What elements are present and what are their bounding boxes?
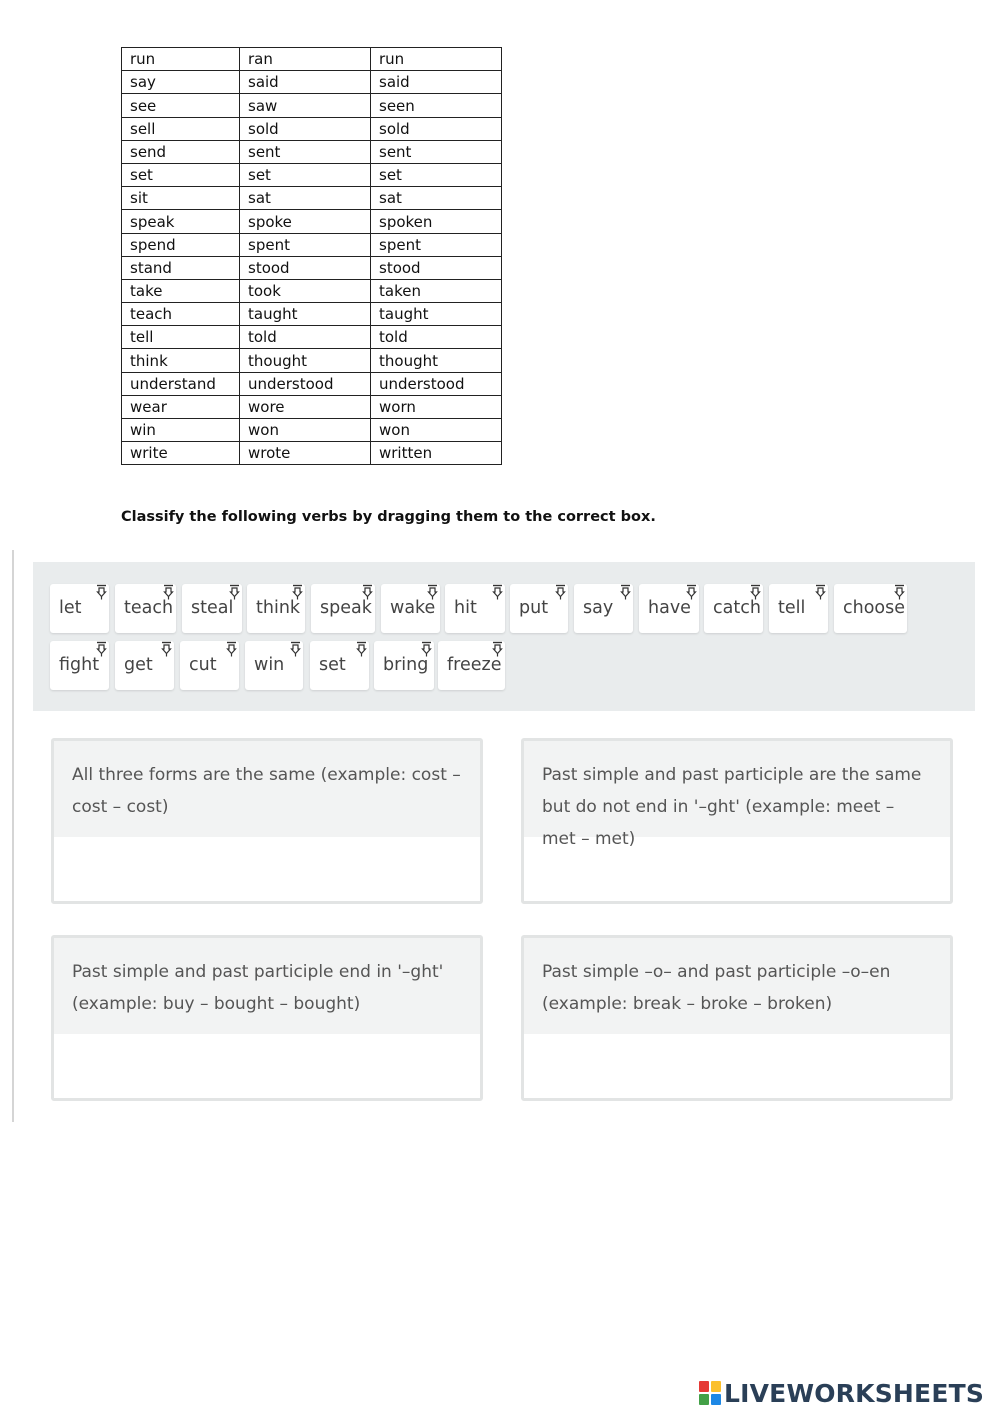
past-simple-cell: told [240, 326, 371, 349]
past-simple-cell: took [240, 279, 371, 302]
base-form-cell: sit [122, 187, 240, 210]
past-simple-cell: thought [240, 349, 371, 372]
word-chip-label: win [254, 655, 285, 675]
base-form-cell: stand [122, 256, 240, 279]
drop-area[interactable] [54, 837, 480, 901]
past-participle-cell: taught [371, 303, 502, 326]
verb-row [122, 442, 502, 465]
past-participle-cell: set [371, 163, 502, 186]
drag-handle-icon [161, 641, 172, 657]
drag-handle-icon [356, 641, 367, 657]
word-chip-label: bring [383, 655, 429, 675]
past-simple-cell: saw [240, 94, 371, 117]
word-chip-label: steal [191, 598, 234, 618]
word-chip-win[interactable] [245, 641, 303, 690]
drop-box-label: Past simple and past participle end in '–ght' (example: buy – bought – bought) [54, 938, 480, 1034]
past-participle-cell: spoken [371, 210, 502, 233]
drag-handle-icon [555, 584, 566, 600]
drag-handle-icon [894, 584, 905, 600]
base-form-cell: think [122, 349, 240, 372]
word-chip-speak[interactable] [311, 584, 375, 633]
word-chip-bring[interactable] [374, 641, 434, 690]
word-chip-tell[interactable] [769, 584, 828, 633]
word-chip-wake[interactable] [381, 584, 440, 633]
instruction-text: Classify the following verbs by dragging them to the correct box. [121, 509, 656, 525]
past-simple-cell: understood [240, 372, 371, 395]
word-chip-label: wake [390, 598, 436, 618]
drag-handle-icon [421, 641, 432, 657]
verb-row [122, 210, 502, 233]
drag-handle-icon [229, 584, 240, 600]
base-form-cell: take [122, 279, 240, 302]
verb-row [122, 256, 502, 279]
drag-handle-icon [96, 641, 107, 657]
drag-handle-icon [492, 641, 503, 657]
word-chip-label: get [124, 655, 153, 675]
past-simple-cell: stood [240, 256, 371, 279]
past-participle-cell: stood [371, 256, 502, 279]
word-chip-have[interactable] [639, 584, 699, 633]
past-participle-cell: sat [371, 187, 502, 210]
verb-row [122, 326, 502, 349]
word-chip-steal[interactable] [182, 584, 242, 633]
past-participle-cell: thought [371, 349, 502, 372]
word-chip-teach[interactable] [115, 584, 176, 633]
base-form-cell: set [122, 163, 240, 186]
past-participle-cell: won [371, 419, 502, 442]
base-form-cell: spend [122, 233, 240, 256]
word-chip-label: fight [59, 655, 100, 675]
word-chip-hit[interactable] [445, 584, 505, 633]
base-form-cell: sell [122, 117, 240, 140]
word-chip-label: think [256, 598, 301, 618]
drop-box-label: Past simple –o– and past participle –o–en (example: break – broke – broken) [524, 938, 950, 1034]
word-chip-cut[interactable] [180, 641, 239, 690]
word-chip-label: say [583, 598, 614, 618]
past-participle-cell: sold [371, 117, 502, 140]
drop-box-same-forms[interactable] [51, 738, 483, 904]
past-simple-cell: wore [240, 395, 371, 418]
verb-row [122, 349, 502, 372]
word-chip-label: speak [320, 598, 372, 618]
drag-handle-icon [292, 584, 303, 600]
past-participle-cell: run [371, 48, 502, 71]
word-chip-put[interactable] [510, 584, 568, 633]
word-chip-label: set [319, 655, 346, 675]
verb-row [122, 163, 502, 186]
base-form-cell: run [122, 48, 240, 71]
irregular-verbs-table [121, 47, 502, 465]
word-chip-label: teach [124, 598, 174, 618]
past-participle-cell: worn [371, 395, 502, 418]
word-chip-label: cut [189, 655, 217, 675]
past-simple-cell: won [240, 419, 371, 442]
past-simple-cell: wrote [240, 442, 371, 465]
word-chip-think[interactable] [247, 584, 305, 633]
verb-row [122, 419, 502, 442]
drop-area[interactable] [54, 1034, 480, 1098]
word-chip-fight[interactable] [50, 641, 109, 690]
past-participle-cell: understood [371, 372, 502, 395]
drag-handle-icon [492, 584, 503, 600]
drag-handle-icon [427, 584, 438, 600]
base-form-cell: teach [122, 303, 240, 326]
base-form-cell: send [122, 140, 240, 163]
word-chip-label: catch [713, 598, 761, 618]
verb-row [122, 140, 502, 163]
past-participle-cell: told [371, 326, 502, 349]
drop-box-o-oen[interactable] [521, 935, 953, 1101]
liveworksheets-logo [698, 1376, 984, 1410]
past-participle-cell: said [371, 71, 502, 94]
drag-handle-icon [226, 641, 237, 657]
word-chip-label: have [648, 598, 691, 618]
verb-row [122, 279, 502, 302]
drag-handle-icon [362, 584, 373, 600]
word-chip-label: let [59, 598, 82, 618]
word-chip-label: tell [778, 598, 806, 618]
drag-handle-icon [290, 641, 301, 657]
word-chip-let[interactable] [50, 584, 109, 633]
word-chip-label: freeze [447, 655, 502, 675]
word-chip-say[interactable] [574, 584, 633, 633]
word-chip-choose[interactable] [834, 584, 907, 633]
verb-row [122, 94, 502, 117]
drag-handle-icon [163, 584, 174, 600]
left-divider [12, 550, 14, 1122]
word-chip-freeze[interactable] [438, 641, 505, 690]
drop-box-label: All three forms are the same (example: cost – cost – cost) [54, 741, 480, 837]
base-form-cell: speak [122, 210, 240, 233]
past-participle-cell: written [371, 442, 502, 465]
base-form-cell: win [122, 419, 240, 442]
drag-handle-icon [815, 584, 826, 600]
word-chip-label: hit [454, 598, 477, 618]
past-simple-cell: set [240, 163, 371, 186]
verb-row [122, 48, 502, 71]
verb-row [122, 372, 502, 395]
base-form-cell: wear [122, 395, 240, 418]
past-participle-cell: taken [371, 279, 502, 302]
past-simple-cell: sold [240, 117, 371, 140]
base-form-cell: see [122, 94, 240, 117]
base-form-cell: write [122, 442, 240, 465]
word-chip-set[interactable] [310, 641, 369, 690]
base-form-cell: say [122, 71, 240, 94]
verb-row [122, 117, 502, 140]
past-simple-cell: said [240, 71, 371, 94]
base-form-cell: understand [122, 372, 240, 395]
drop-area[interactable] [524, 1034, 950, 1098]
past-simple-cell: sent [240, 140, 371, 163]
drop-box-label: Past simple and past participle are the same but do not end in '–ght' (example: meet – met – met) [524, 741, 950, 837]
word-chip-label: choose [843, 598, 906, 618]
verb-row [122, 71, 502, 94]
logo-blocks-icon [698, 1380, 722, 1406]
drop-box-same-no-ght[interactable] [521, 738, 953, 904]
past-participle-cell: sent [371, 140, 502, 163]
word-chip-label: put [519, 598, 549, 618]
past-simple-cell: taught [240, 303, 371, 326]
drag-handle-icon [620, 584, 631, 600]
word-chip-catch[interactable] [704, 584, 763, 633]
drag-handle-icon [686, 584, 697, 600]
verb-row [122, 303, 502, 326]
word-chip-get[interactable] [115, 641, 174, 690]
past-simple-cell: spoke [240, 210, 371, 233]
verb-row [122, 395, 502, 418]
verb-row [122, 187, 502, 210]
past-simple-cell: ran [240, 48, 371, 71]
logo-text: LIVEWORKSHEETS [724, 1378, 985, 1408]
base-form-cell: tell [122, 326, 240, 349]
drag-handle-icon [96, 584, 107, 600]
past-simple-cell: spent [240, 233, 371, 256]
word-bank [33, 562, 975, 711]
past-simple-cell: sat [240, 187, 371, 210]
verb-row [122, 233, 502, 256]
drop-box-ght[interactable] [51, 935, 483, 1101]
past-participle-cell: spent [371, 233, 502, 256]
past-participle-cell: seen [371, 94, 502, 117]
drag-handle-icon [750, 584, 761, 600]
